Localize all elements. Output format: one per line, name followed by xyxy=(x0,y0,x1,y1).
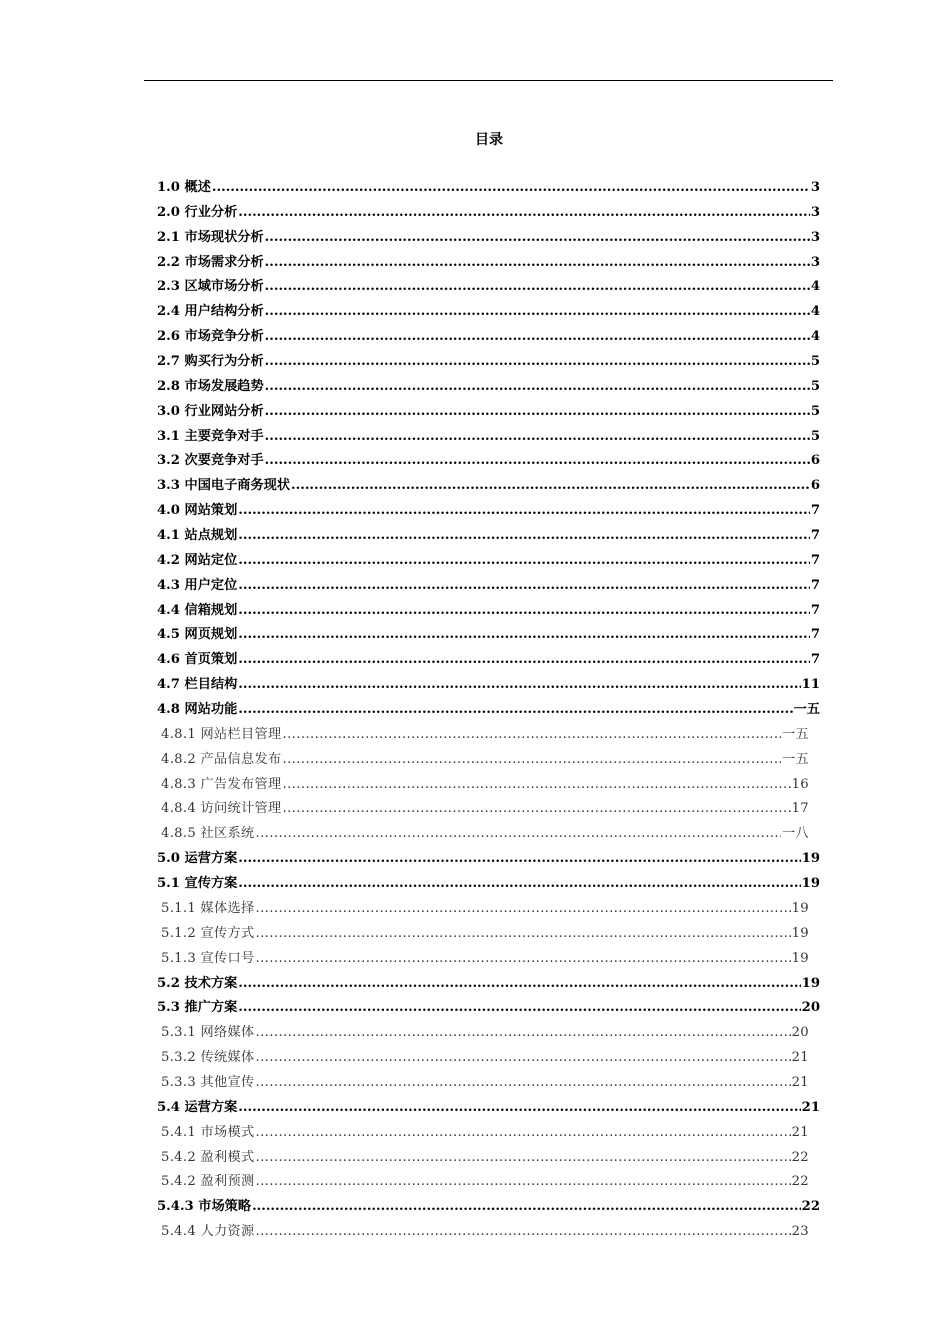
toc-entry-label: 5.4.3 市场策略 xyxy=(157,1199,252,1215)
toc-dot-leader xyxy=(238,698,792,723)
toc-entry-page: 22 xyxy=(791,1174,809,1190)
toc-entry-label: 5.0 运营方案 xyxy=(157,851,238,867)
toc-dot-leader xyxy=(252,1195,801,1220)
toc-entry-page: 3 xyxy=(810,254,820,270)
toc-entry-page: 7 xyxy=(810,652,820,668)
toc-entry-page: 19 xyxy=(791,950,809,966)
toc-entry[interactable] xyxy=(157,623,820,648)
toc-entry-label: 2.3 区域市场分析 xyxy=(157,279,264,295)
toc-title: 目录 xyxy=(475,132,503,148)
toc-entry[interactable] xyxy=(157,847,820,872)
toc-dot-leader xyxy=(238,549,810,574)
toc-entry-page: 19 xyxy=(801,876,820,892)
toc-entry[interactable] xyxy=(157,822,809,847)
toc-dot-leader xyxy=(238,996,800,1021)
toc-entry-page: 7 xyxy=(810,528,820,544)
toc-entry-label: 4.8.2 产品信息发布 xyxy=(161,751,282,767)
toc-dot-leader xyxy=(238,673,800,698)
toc-entry-page: 5 xyxy=(810,428,820,444)
toc-entry[interactable] xyxy=(157,574,820,599)
toc-dot-leader xyxy=(238,648,810,673)
toc-entry-label: 4.7 栏目结构 xyxy=(157,677,238,693)
toc-entry-label: 5.3 推广方案 xyxy=(157,1000,238,1016)
toc-entry[interactable] xyxy=(157,400,820,425)
toc-entry-label: 5.3.1 网络媒体 xyxy=(161,1025,255,1041)
toc-dot-leader xyxy=(238,1096,800,1121)
toc-dot-leader xyxy=(238,623,810,648)
toc-entry-label: 4.1 站点规划 xyxy=(157,528,238,544)
toc-entry[interactable] xyxy=(157,1220,809,1245)
toc-entry-page: 4 xyxy=(810,304,820,320)
toc-entry[interactable] xyxy=(157,599,820,624)
toc-entry[interactable] xyxy=(157,425,820,450)
toc-dot-leader xyxy=(256,1046,791,1071)
toc-entry[interactable] xyxy=(157,549,820,574)
toc-entry[interactable] xyxy=(157,872,820,897)
toc-dot-leader xyxy=(238,524,810,549)
toc-entry-page: 20 xyxy=(791,1025,809,1041)
toc-entry-label: 5.4.2 盈利模式 xyxy=(161,1149,255,1165)
toc-entry-label: 2.4 用户结构分析 xyxy=(157,304,264,320)
toc-entry-page: 3 xyxy=(810,229,820,245)
toc-entry-page: 7 xyxy=(810,552,820,568)
toc-entry-label: 2.1 市场现状分析 xyxy=(157,229,264,245)
toc-entry-page: 一八 xyxy=(782,826,809,842)
toc-entry-label: 5.3.2 传统媒体 xyxy=(161,1050,255,1066)
toc-entry[interactable] xyxy=(157,897,809,922)
toc-entry[interactable] xyxy=(157,524,820,549)
toc-entry-label: 5.1.1 媒体选择 xyxy=(161,900,255,916)
toc-entry-page: 22 xyxy=(791,1149,809,1165)
table-of-contents xyxy=(157,176,821,1245)
toc-entry[interactable] xyxy=(157,1121,809,1146)
toc-dot-leader xyxy=(256,1071,791,1096)
toc-entry[interactable] xyxy=(157,673,820,698)
toc-entry[interactable] xyxy=(157,648,820,673)
toc-entry-label: 5.1.3 宣传口号 xyxy=(161,950,255,966)
toc-entry-label: 2.0 行业分析 xyxy=(157,204,238,220)
toc-entry-page: 21 xyxy=(801,1099,820,1115)
toc-entry-page: 20 xyxy=(801,1000,820,1016)
toc-entry-label: 5.1.2 宣传方式 xyxy=(161,925,255,941)
toc-entry[interactable] xyxy=(157,251,820,276)
toc-entry-page: 3 xyxy=(810,204,820,220)
toc-dot-leader xyxy=(256,822,782,847)
toc-entry-label: 4.8.3 广告发布管理 xyxy=(161,776,282,792)
toc-entry-label: 5.4.4 人力资源 xyxy=(161,1224,255,1240)
toc-entry-page: 6 xyxy=(810,478,820,494)
toc-dot-leader xyxy=(265,350,810,375)
toc-entry[interactable] xyxy=(157,698,820,723)
toc-entry-label: 5.1 宣传方案 xyxy=(157,876,238,892)
toc-dot-leader xyxy=(256,1121,791,1146)
toc-dot-leader xyxy=(291,474,810,499)
toc-dot-leader xyxy=(238,201,810,226)
toc-entry[interactable] xyxy=(157,449,820,474)
toc-entry-label: 4.6 首页策划 xyxy=(157,652,238,668)
toc-entry-label: 5.2 技术方案 xyxy=(157,975,238,991)
toc-entry[interactable] xyxy=(157,996,820,1021)
toc-entry-label: 3.3 中国电子商务现状 xyxy=(157,478,291,494)
toc-entry[interactable] xyxy=(157,1195,820,1220)
toc-entry[interactable] xyxy=(157,474,820,499)
toc-dot-leader xyxy=(265,325,810,350)
toc-entry[interactable] xyxy=(157,350,820,375)
toc-dot-leader xyxy=(256,1146,791,1171)
toc-entry-label: 4.8 网站功能 xyxy=(157,702,238,718)
toc-entry[interactable] xyxy=(157,1071,809,1096)
toc-entry[interactable] xyxy=(157,300,820,325)
toc-entry-label: 1.0 概述 xyxy=(157,180,211,195)
toc-dot-leader xyxy=(212,176,810,201)
toc-entry-label: 5.3.3 其他宣传 xyxy=(161,1074,255,1090)
toc-entry-page: 16 xyxy=(791,776,809,792)
toc-entry-page: 3 xyxy=(810,180,820,195)
toc-entry[interactable] xyxy=(157,922,809,947)
toc-entry[interactable] xyxy=(157,226,820,251)
toc-dot-leader xyxy=(282,723,781,748)
toc-dot-leader xyxy=(265,400,810,425)
toc-dot-leader xyxy=(265,300,810,325)
toc-entry[interactable] xyxy=(157,1146,809,1171)
toc-entry-label: 3.1 主要竞争对手 xyxy=(157,428,264,444)
toc-entry-page: 11 xyxy=(801,677,820,693)
toc-entry-label: 5.4 运营方案 xyxy=(157,1099,238,1115)
toc-entry[interactable] xyxy=(157,176,820,201)
toc-dot-leader xyxy=(238,847,800,872)
toc-dot-leader xyxy=(265,251,810,276)
toc-entry[interactable] xyxy=(157,1046,809,1071)
toc-entry-label: 2.6 市场竞争分析 xyxy=(157,329,264,345)
toc-entry-page: 5 xyxy=(810,378,820,394)
toc-dot-leader xyxy=(238,599,810,624)
toc-entry-page: 19 xyxy=(801,851,820,867)
toc-dot-leader xyxy=(238,972,800,997)
toc-entry-page: 6 xyxy=(810,453,820,469)
toc-entry-page: 7 xyxy=(810,577,820,593)
toc-entry-label: 2.7 购买行为分析 xyxy=(157,354,264,370)
toc-entry-label: 3.2 次要竞争对手 xyxy=(157,453,264,469)
toc-entry-page: 4 xyxy=(810,279,820,295)
toc-entry-label: 3.0 行业网站分析 xyxy=(157,403,264,419)
toc-dot-leader xyxy=(256,1220,791,1245)
toc-dot-leader xyxy=(282,773,790,798)
toc-entry-page: 21 xyxy=(791,1050,809,1066)
toc-dot-leader xyxy=(282,748,781,773)
toc-dot-leader xyxy=(265,375,810,400)
toc-entry-page: 7 xyxy=(810,602,820,618)
toc-dot-leader xyxy=(238,499,810,524)
toc-entry-label: 4.8.1 网站栏目管理 xyxy=(161,726,282,742)
toc-entry[interactable] xyxy=(157,499,820,524)
toc-entry[interactable] xyxy=(157,1170,809,1195)
toc-dot-leader xyxy=(256,1170,791,1195)
toc-entry-label: 4.8.5 社区系统 xyxy=(161,826,255,842)
toc-dot-leader xyxy=(265,275,810,300)
toc-entry-page: 22 xyxy=(801,1199,820,1215)
toc-entry-label: 4.0 网站策划 xyxy=(157,503,238,519)
toc-entry[interactable] xyxy=(157,375,820,400)
toc-dot-leader xyxy=(265,425,810,450)
toc-dot-leader xyxy=(238,574,810,599)
toc-dot-leader xyxy=(256,922,791,947)
toc-dot-leader xyxy=(265,226,810,251)
toc-entry[interactable] xyxy=(157,972,820,997)
toc-entry-page: 23 xyxy=(791,1224,809,1240)
toc-entry-page: 一五 xyxy=(782,726,809,742)
toc-entry-page: 17 xyxy=(791,801,809,817)
toc-entry[interactable] xyxy=(157,1096,820,1121)
toc-dot-leader xyxy=(256,897,791,922)
toc-dot-leader xyxy=(256,1021,791,1046)
toc-entry-page: 4 xyxy=(810,329,820,345)
toc-entry-page: 7 xyxy=(810,627,820,643)
toc-entry-page: 一五 xyxy=(782,751,809,767)
toc-entry-label: 4.8.4 访问统计管理 xyxy=(161,801,282,817)
toc-entry-page: 19 xyxy=(791,900,809,916)
toc-entry[interactable] xyxy=(157,275,820,300)
toc-entry[interactable] xyxy=(157,201,820,226)
toc-entry[interactable] xyxy=(157,1021,809,1046)
toc-entry-page: 19 xyxy=(791,925,809,941)
toc-entry-page: 21 xyxy=(791,1074,809,1090)
toc-entry-page: 21 xyxy=(791,1124,809,1140)
toc-entry-label: 4.4 信箱规划 xyxy=(157,602,238,618)
toc-entry-label: 2.8 市场发展趋势 xyxy=(157,378,264,394)
toc-entry-page: 一五 xyxy=(793,702,820,718)
toc-dot-leader xyxy=(256,947,791,972)
toc-dot-leader xyxy=(282,797,790,822)
toc-entry-label: 5.4.1 市场模式 xyxy=(161,1124,255,1140)
toc-entry[interactable] xyxy=(157,723,809,748)
toc-entry-page: 19 xyxy=(801,975,820,991)
toc-entry[interactable] xyxy=(157,773,809,798)
header-rule xyxy=(144,80,833,81)
toc-entry-page: 5 xyxy=(810,403,820,419)
toc-entry-page: 7 xyxy=(810,503,820,519)
toc-entry-label: 4.3 用户定位 xyxy=(157,577,238,593)
toc-entry-page: 5 xyxy=(810,354,820,370)
toc-entry-label: 2.2 市场需求分析 xyxy=(157,254,264,270)
toc-dot-leader xyxy=(238,872,800,897)
toc-dot-leader xyxy=(265,449,810,474)
toc-entry-label: 4.2 网站定位 xyxy=(157,552,238,568)
toc-entry[interactable] xyxy=(157,748,809,773)
toc-entry-label: 5.4.2 盈利预测 xyxy=(161,1174,255,1190)
toc-entry-label: 4.5 网页规划 xyxy=(157,627,238,643)
toc-entry[interactable] xyxy=(157,797,809,822)
toc-entry[interactable] xyxy=(157,947,809,972)
toc-entry[interactable] xyxy=(157,325,820,350)
